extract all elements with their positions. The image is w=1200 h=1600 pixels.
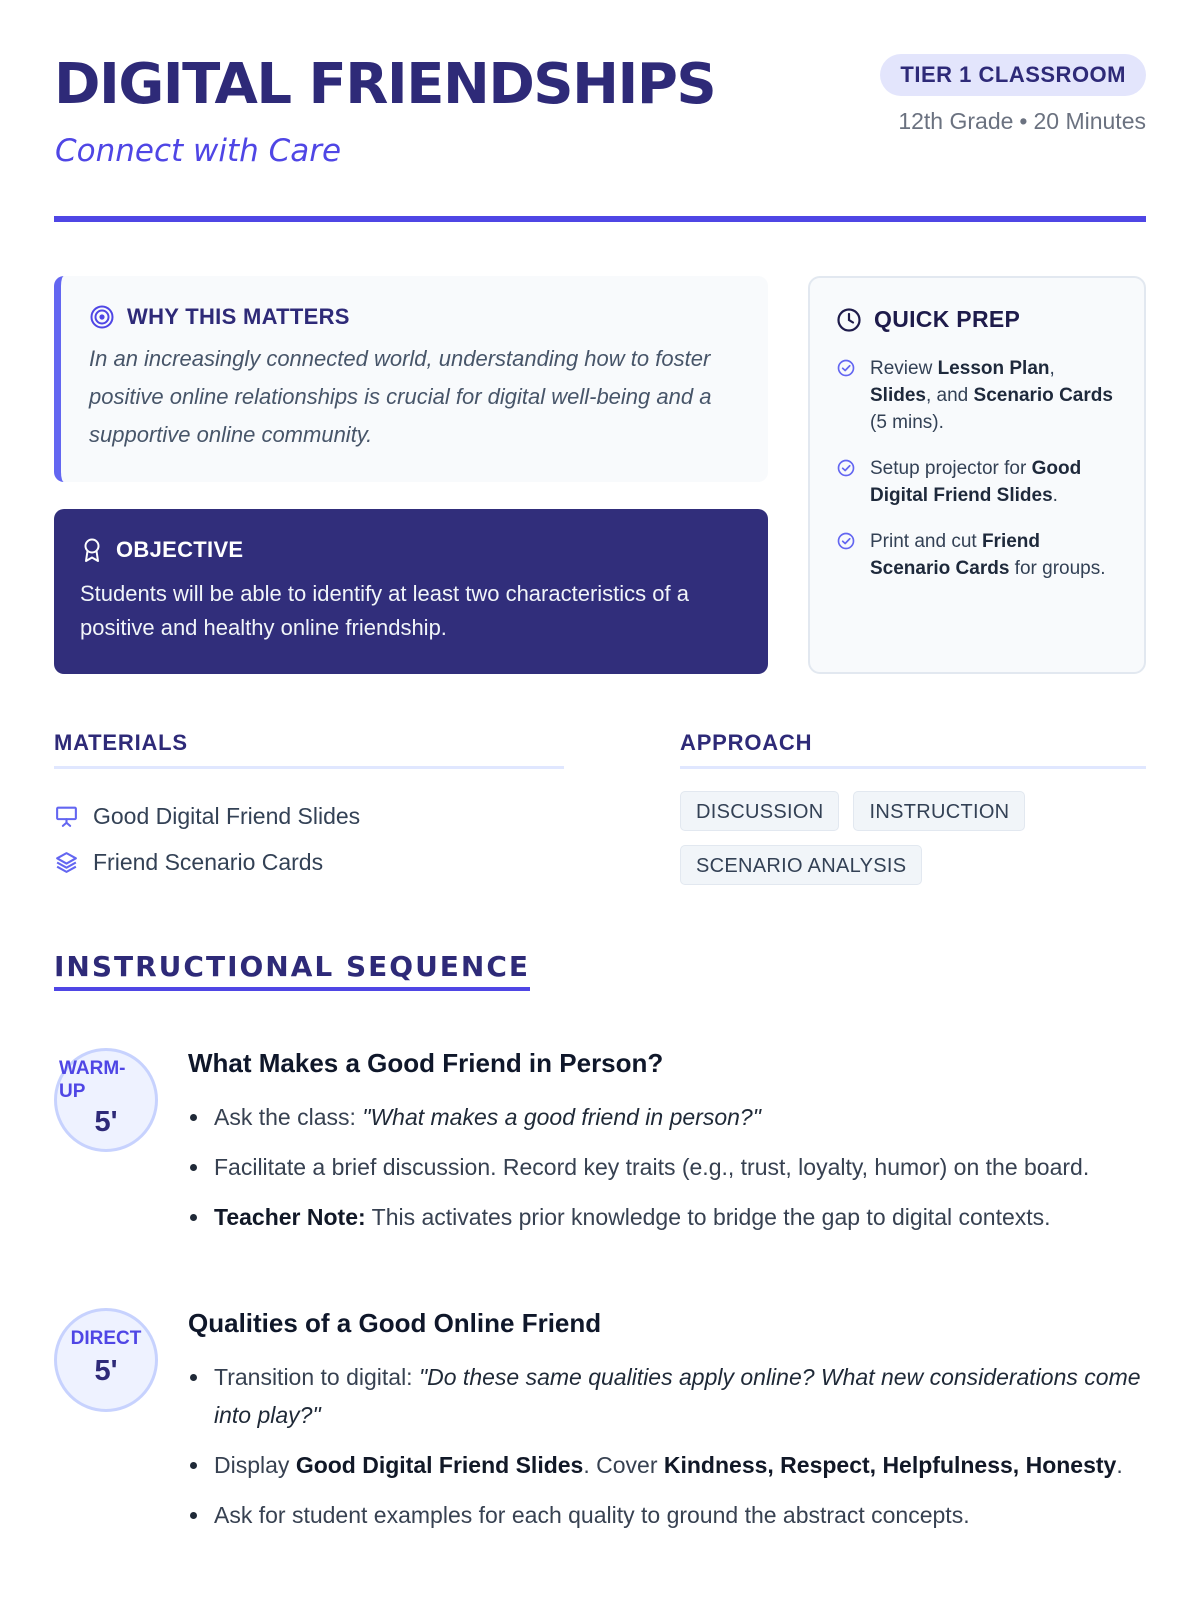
materials-list bbox=[54, 793, 360, 885]
quoted-prompt: "Do these same qualities apply online? What new considerations come into play?" bbox=[214, 1364, 1141, 1428]
bold-text: Lesson Plan bbox=[937, 358, 1050, 379]
page-subtitle: Connect with Care bbox=[55, 133, 342, 169]
objective-card bbox=[54, 509, 768, 674]
check-circle-icon bbox=[836, 458, 856, 478]
bold-text: Kindness, Respect, Helpfulness, Honesty bbox=[663, 1452, 1117, 1478]
why-this-matters-card bbox=[54, 276, 768, 482]
text-segment: , and bbox=[925, 385, 974, 406]
quick-prep-list bbox=[836, 355, 1120, 582]
prep-item bbox=[836, 528, 1120, 582]
materials-heading: MATERIALS bbox=[54, 730, 188, 755]
clock-icon bbox=[836, 307, 862, 333]
step-title: What Makes a Good Friend in Person? bbox=[188, 1048, 664, 1078]
material-label: Good Digital Friend Slides bbox=[93, 802, 361, 829]
material-item bbox=[54, 839, 360, 885]
approach-tag: SCENARIO ANALYSIS bbox=[680, 845, 922, 885]
award-icon bbox=[80, 537, 104, 563]
step-title: Qualities of a Good Online Friend bbox=[188, 1308, 602, 1338]
text-segment: This activates prior knowledge to bridge the gap to digital contexts. bbox=[365, 1204, 1051, 1230]
quoted-prompt: "What makes a good friend in person?" bbox=[362, 1104, 761, 1130]
step-phase-label: DIRECT bbox=[70, 1328, 142, 1349]
step-duration-badge bbox=[54, 1048, 158, 1152]
text-segment: Display bbox=[214, 1452, 296, 1478]
bold-text: Scenario Cards bbox=[973, 385, 1113, 406]
prep-item bbox=[836, 355, 1120, 436]
text-segment: Ask the class: bbox=[214, 1104, 363, 1130]
header-divider bbox=[54, 216, 1146, 222]
prep-item-text bbox=[870, 355, 1120, 436]
why-body: In an increasingly connected world, understanding how to foster positive online relationships is crucial for digital well-being and a supportive online community. bbox=[89, 346, 712, 447]
bold-text: Slides bbox=[870, 385, 926, 406]
text-segment: Setup projector for bbox=[870, 458, 1032, 479]
approach-heading: APPROACH bbox=[680, 730, 813, 755]
material-item bbox=[54, 793, 360, 839]
material-label: Friend Scenario Cards bbox=[93, 848, 324, 875]
prep-item-text bbox=[870, 455, 1120, 509]
step-phase-label: WARM-UP bbox=[59, 1058, 126, 1102]
sequence-heading: INSTRUCTIONAL SEQUENCE bbox=[54, 950, 530, 991]
objective-body: Students will be able to identify at least two characteristics of a positive and healthy online friendship. bbox=[80, 581, 689, 640]
step-minutes: 5' bbox=[94, 1355, 118, 1387]
text-segment: Facilitate a brief discussion. Record key traits (e.g., trust, loyalty, humor) on the board. bbox=[214, 1154, 1090, 1180]
tier-badge: TIER 1 CLASSROOM bbox=[880, 54, 1146, 96]
prep-item-text bbox=[870, 528, 1120, 582]
text-segment: Ask for student examples for each quality to ground the abstract concepts. bbox=[214, 1502, 970, 1528]
step-bullet bbox=[188, 1198, 1146, 1236]
text-segment: . Cover bbox=[583, 1452, 664, 1478]
bold-text: Teacher Note: bbox=[214, 1204, 366, 1230]
step-bullet bbox=[188, 1358, 1146, 1434]
text-segment: Print and cut bbox=[870, 531, 982, 552]
grade-level: 12th Grade bbox=[898, 108, 1014, 134]
approach-tag: INSTRUCTION bbox=[853, 791, 1025, 831]
lesson-plan-page bbox=[54, 0, 1146, 1600]
text-segment: , bbox=[1049, 358, 1055, 379]
target-icon bbox=[89, 304, 115, 330]
presentation-icon bbox=[54, 804, 79, 829]
separator-dot: • bbox=[1019, 108, 1028, 134]
step-bullet bbox=[188, 1446, 1146, 1484]
bold-text: Friend Scenario Cards bbox=[870, 531, 1041, 579]
approach-divider bbox=[680, 766, 1146, 769]
approach-tag: DISCUSSION bbox=[680, 791, 839, 831]
step-bullets bbox=[188, 1358, 1146, 1546]
grade-duration bbox=[898, 108, 1146, 135]
text-segment: for groups. bbox=[1009, 558, 1106, 579]
bold-text: Good Digital Friend Slides bbox=[295, 1452, 584, 1478]
text-segment: Review bbox=[870, 358, 938, 379]
approach-tags bbox=[680, 791, 1146, 885]
materials-divider bbox=[54, 766, 564, 769]
step-bullets bbox=[188, 1098, 1146, 1248]
check-circle-icon bbox=[836, 531, 856, 551]
quick-prep-card bbox=[808, 276, 1146, 674]
page-title: DIGITAL FRIENDSHIPS bbox=[54, 52, 716, 117]
check-circle-icon bbox=[836, 358, 856, 378]
step-duration-badge bbox=[54, 1308, 158, 1412]
step-minutes: 5' bbox=[94, 1106, 118, 1138]
bold-text: Good Digital Friend Slides bbox=[870, 458, 1082, 506]
duration: 20 Minutes bbox=[1033, 108, 1146, 134]
objective-heading: OBJECTIVE bbox=[116, 537, 244, 562]
text-segment: . bbox=[1116, 1452, 1123, 1478]
step-bullet bbox=[188, 1098, 1146, 1136]
layers-icon bbox=[54, 850, 79, 875]
text-segment: (5 mins). bbox=[870, 412, 944, 433]
prep-item bbox=[836, 455, 1120, 509]
text-segment: . bbox=[1052, 485, 1058, 506]
step-bullet bbox=[188, 1496, 1146, 1534]
text-segment: Transition to digital: bbox=[214, 1364, 419, 1390]
why-heading: WHY THIS MATTERS bbox=[127, 304, 350, 329]
quick-prep-heading: QUICK PREP bbox=[874, 306, 1021, 332]
step-bullet bbox=[188, 1148, 1146, 1186]
